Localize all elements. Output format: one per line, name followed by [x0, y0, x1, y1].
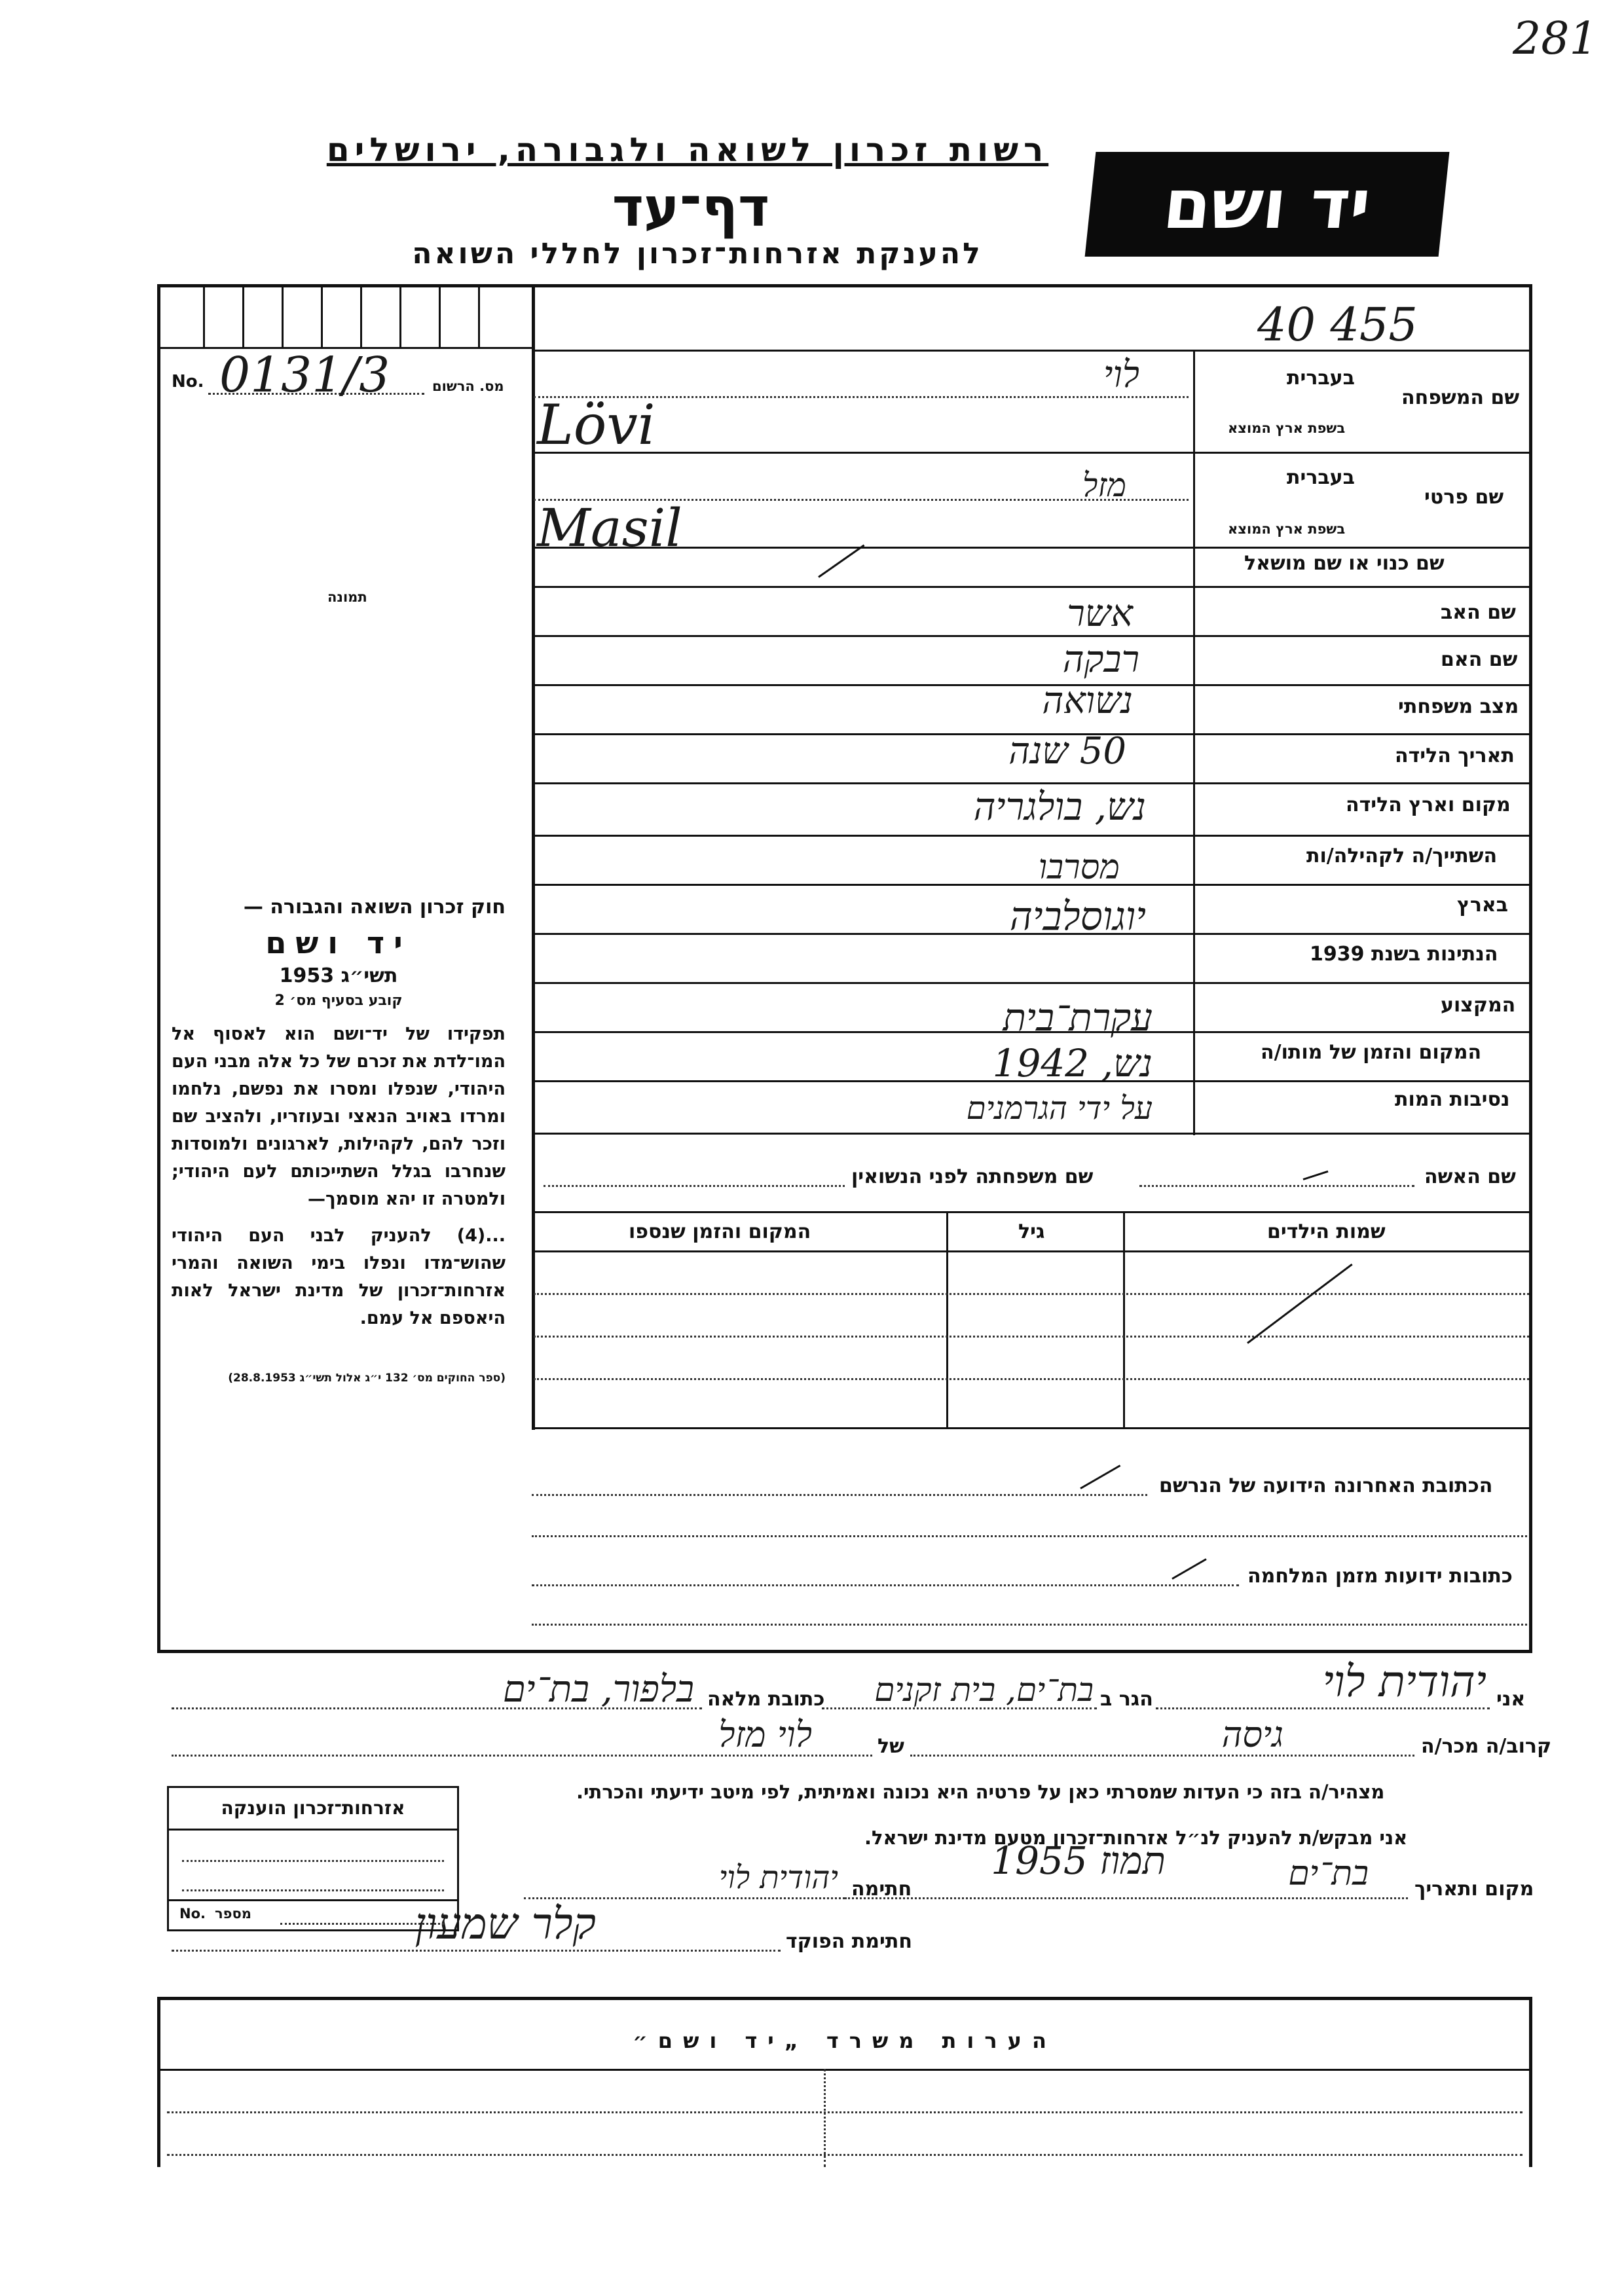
law-text: [172, 896, 506, 1385]
profession-label: המקצוע: [1441, 994, 1516, 1017]
father-label: שם האב: [1441, 601, 1516, 624]
children-death-header: המקום והזמן שנספו: [629, 1220, 811, 1243]
law-title: חוק זכרון השואה והגבורה —: [243, 896, 506, 919]
full-address-value: בלפור, בת־ים: [502, 1668, 694, 1711]
death-place: נש, 1942: [992, 1041, 1153, 1085]
community: מסרבו: [1038, 848, 1120, 887]
citizenship-granted-title: אזרחות־זכרון הוענקה: [221, 1797, 405, 1819]
officer-signature: קלר שמעון: [415, 1899, 596, 1949]
death-circumstances-label: נסיבות המות: [1395, 1088, 1510, 1111]
notes-title: הערות משרד „יד ושם״: [633, 2028, 1057, 2053]
full-address-label: כתובת מלאה: [707, 1688, 825, 1711]
place-value: בת־ים: [1288, 1854, 1369, 1893]
birth-place-label: מקום וארץ הלידה: [1346, 793, 1511, 816]
record-number: 40 455: [1257, 298, 1418, 352]
first-name-hebrew: מזל: [1082, 466, 1126, 504]
resides-label: הגר ב: [1100, 1688, 1153, 1711]
yad-vashem-logo: [1085, 152, 1450, 257]
date-value: תמוז 1955: [991, 1838, 1166, 1883]
law-year: תשי״ג 1953: [279, 964, 398, 987]
death-circumstances: על ידי הגרמנים: [966, 1090, 1153, 1127]
of-value: לוי מזל: [718, 1714, 812, 1755]
marital-status: נשואה: [1042, 680, 1133, 722]
last-address-label: הכתובת האחרונה הידועה של הנרשם: [1159, 1474, 1493, 1497]
affirmation-text: מצהיר/ה בזה כי העדות שמסרתי כאן על פרטיה היא נכונה ואמיתית, לפי מיטב ידיעתי והכרתי.: [576, 1781, 1385, 1803]
citizenship-1939-label: הנתינות בשנת 1939: [1310, 943, 1498, 966]
law-paragraph-1: תפקידו של יד־ושם הוא לאסוף אל המו־לדת את זכרם של כל אלה מבני העם היהודי, שנפלו ומסרו את נפשם, נלחמו ומרדו באויב הנאצי ובעוזריו, ולהציב שם וזכר להם, לקהילות, לארגונים ולמוסדות שנחרבו בגלל השתייכותם לעם היהודי; ולמטרה זו יהא מוסמך—: [172, 1024, 506, 1209]
in-hebrew-label-1: בעברית: [1287, 367, 1355, 390]
signature-label: חתימה: [851, 1878, 912, 1901]
nickname-label: שם כנוי או שם מושאל: [1244, 552, 1445, 575]
officer-signature-label: חתימת הפוקד: [786, 1930, 912, 1953]
first-name-label: שם פרטי: [1424, 486, 1504, 509]
marital-status-label: מצב משפחתי: [1398, 695, 1519, 718]
father-name: אשר: [1067, 592, 1133, 635]
signature-value: יהודית לוי: [718, 1859, 838, 1896]
logo-text: יד ושם: [1160, 164, 1375, 244]
of-label: של: [877, 1735, 904, 1758]
page-subtitle: להענקת אזרחות־זכרון לחללי השואה: [412, 237, 983, 270]
citizenship-granted-box: [167, 1786, 459, 1931]
country: יוגוסלביה: [1009, 894, 1146, 939]
relative-label: קרוב/ה מכר/ה: [1421, 1735, 1552, 1758]
family-name-label: שם המשפחה: [1401, 386, 1520, 409]
birth-place: נש, בולגריה: [973, 784, 1146, 829]
family-name-hebrew: לוי: [1103, 354, 1139, 396]
mother-name: רבקה: [1062, 638, 1139, 681]
registration-number: 0131/3: [219, 347, 390, 403]
family-name-latin: Lövi: [537, 393, 655, 457]
country-label: בארץ: [1457, 894, 1509, 917]
maiden-name-label: שם משפחתה לפני הנשואין: [851, 1165, 1094, 1188]
place-date-label: מקום ותאריך: [1414, 1878, 1534, 1901]
law-section: קובע בסעיף מס׳ 2: [274, 993, 403, 1009]
origin-language-label-2: בשפת ארץ המוצא: [1228, 521, 1346, 537]
law-citation: (ספר החוקים מס׳ 132 י״ג אלול תשי״ג 28.8.1953): [228, 1372, 506, 1385]
no-label: No.: [172, 372, 204, 392]
in-hebrew-label-2: בעברית: [1287, 466, 1355, 489]
law-paragraph-2: ...(4) להעניק לבני העם היהודי שהוש־מדו ונפלו בימי השואה והמרי אזרחות־זכרון של מדינת ישראל לאות היאספם אל עמם.: [172, 1226, 506, 1328]
death-place-label: המקום והזמן של מותו/ה: [1261, 1041, 1482, 1064]
wife-label: שם האשה: [1424, 1165, 1516, 1188]
law-name: יד ושם: [265, 925, 412, 960]
citizenship-number-label: מספר: [215, 1906, 251, 1922]
birth-date: 50 שנה: [1008, 730, 1126, 773]
birth-date-label: תאריך הלידה: [1395, 744, 1515, 767]
children-age-header: גיל: [1018, 1220, 1045, 1243]
first-name-latin: Masil: [537, 498, 682, 558]
community-label: השתייך/ה לקהילה/ות: [1306, 845, 1498, 867]
authority-title: רשות זכרון לשואה ולגבורה, ירושלים: [326, 131, 1049, 169]
children-names-header: שמות הילדים: [1267, 1220, 1386, 1243]
mother-label: שם האם: [1441, 648, 1518, 671]
origin-language-label-1: בשפת ארץ המוצא: [1228, 420, 1346, 436]
registration-label: מס. הרשום: [432, 378, 504, 394]
page-number: 281: [1513, 13, 1598, 65]
request-text: אני מבקש/ת להעניק לנ״ל אזרחות־זכרון מטעם מדינת ישראל.: [864, 1827, 1408, 1849]
page-title: דף־עד: [612, 177, 770, 239]
relation-value: גיסה: [1221, 1714, 1283, 1755]
citizenship-no-label: No.: [179, 1906, 206, 1922]
photo-label: תמונה: [327, 589, 367, 605]
declarant-i-label: אני: [1496, 1688, 1526, 1711]
profession: עקרת־בית: [1003, 995, 1153, 1040]
resides-value: בת־ים, בית זקנים: [874, 1671, 1094, 1709]
declarant-name: יהודית לוי: [1322, 1656, 1486, 1707]
war-address-label: כתובות ידועות מזמן המלחמה: [1247, 1565, 1513, 1588]
